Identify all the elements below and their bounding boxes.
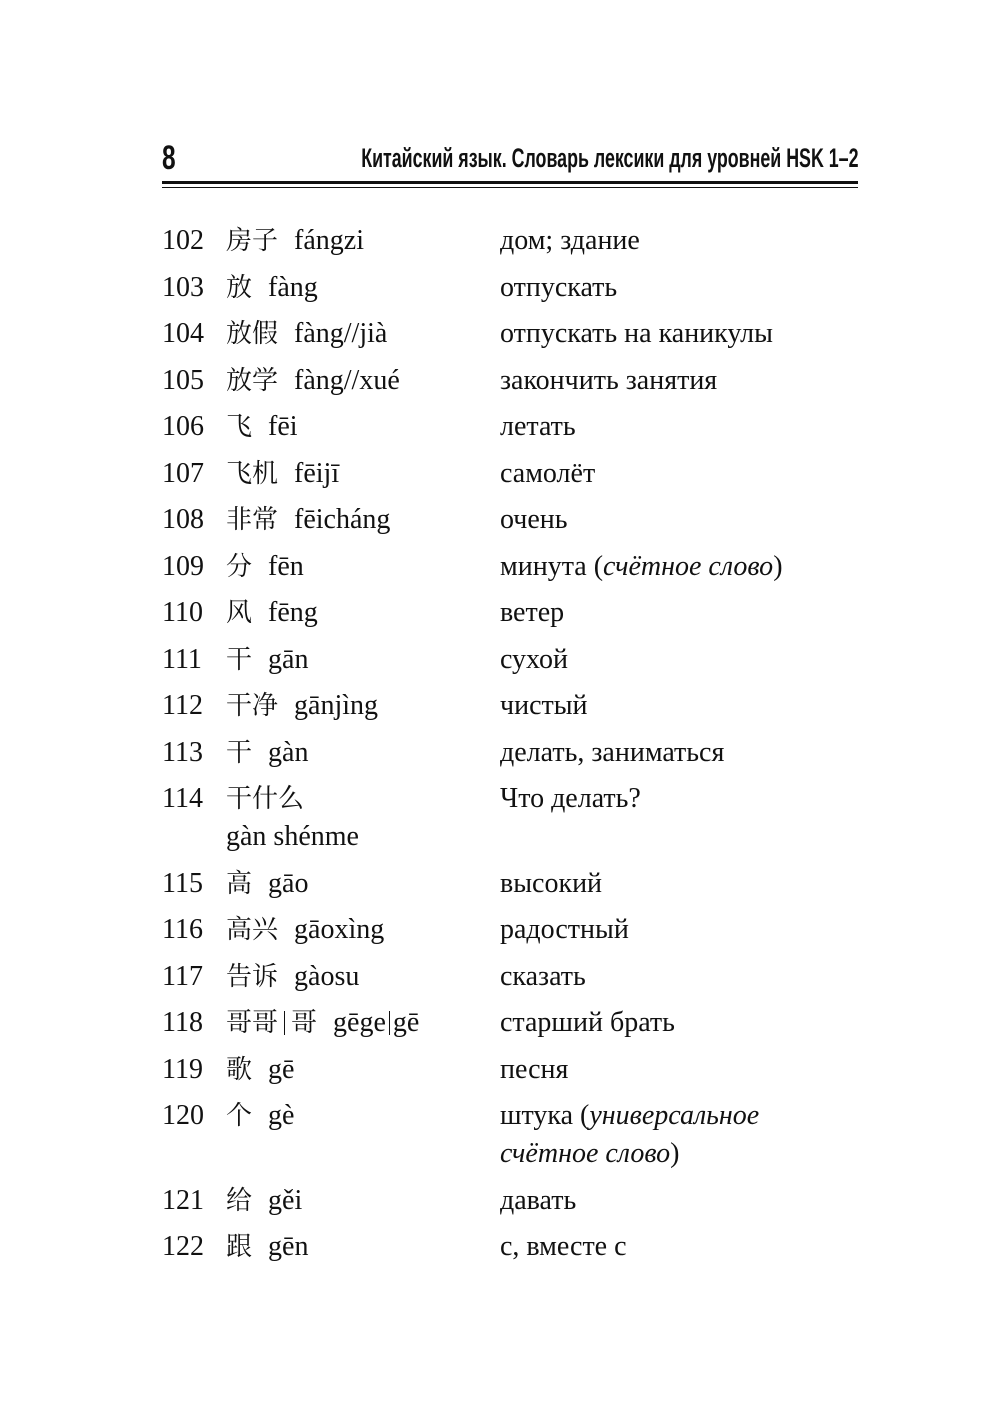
- entry-word: [226, 1182, 500, 1220]
- header-rule-thin: [162, 187, 858, 188]
- entry-pinyin-alt: gē: [392, 1007, 420, 1038]
- translation-text: минута (: [500, 550, 604, 582]
- entry-122: [162, 1228, 862, 1266]
- entry-pinyin: fàng//jià: [294, 318, 388, 349]
- entry-word: [226, 548, 500, 586]
- entry-word: [226, 1004, 500, 1042]
- entry-pinyin: gāo: [268, 867, 309, 899]
- translation-note: универсальное: [589, 1100, 760, 1131]
- entry-number: 119: [162, 1053, 203, 1085]
- entry-pinyin: gāoxìng: [294, 914, 385, 945]
- entry-114: [162, 780, 862, 856]
- entry-121: [162, 1182, 862, 1220]
- entry-hanzi: 干: [226, 644, 253, 675]
- translation-end: ): [773, 550, 783, 582]
- entry-pinyin: fángzi: [294, 225, 364, 256]
- entry-pinyin: fàng: [268, 271, 318, 303]
- entry-translation: закончить занятия: [500, 364, 718, 396]
- entry-hanzi: 干什么: [226, 784, 305, 814]
- translation-note-line2: счётное слово: [500, 1138, 671, 1169]
- entry-translation: летать: [500, 411, 576, 442]
- entry-pinyin: fēijī: [294, 457, 340, 489]
- entry-number: 117: [162, 960, 203, 992]
- entry-pinyin: gàn shénme: [226, 821, 359, 852]
- entry-translation: отпускать на каникулы: [500, 318, 773, 349]
- entry-number: 109: [162, 550, 204, 582]
- entry-translation: делать, заниматься: [500, 736, 725, 768]
- entry-translation: ветер: [500, 597, 565, 628]
- entry-105: [162, 362, 862, 400]
- entry-translation: Что делать?: [500, 783, 641, 814]
- entry-word: [226, 911, 500, 949]
- entry-number: 103: [162, 271, 204, 303]
- header-rule-thick: [162, 181, 858, 184]
- entry-hanzi: 高: [226, 868, 253, 899]
- entry-pinyin: gàn: [268, 736, 309, 768]
- entry-number: 122: [162, 1231, 204, 1262]
- entry-translation: [500, 1097, 862, 1173]
- entry-pinyin: gē: [268, 1053, 295, 1085]
- entry-hanzi: 飞: [226, 412, 253, 442]
- entry-word: [226, 958, 500, 996]
- entry-translation: высокий: [500, 867, 603, 899]
- entry-pinyin: fēicháng: [294, 504, 391, 535]
- entry-108: [162, 501, 862, 539]
- entry-hanzi-alt: 哥: [291, 1008, 318, 1038]
- entry-pinyin: gàosu: [294, 960, 360, 992]
- entry-109: [162, 548, 862, 586]
- entry-pinyin: fēi: [268, 411, 298, 442]
- entry-translation: давать: [500, 1184, 577, 1216]
- entry-hanzi: 非常: [226, 505, 279, 535]
- entry-hanzi: 干净: [226, 691, 279, 721]
- entry-word: [226, 315, 500, 353]
- entry-hanzi: 放: [226, 272, 253, 303]
- entry-word: [226, 222, 500, 260]
- entry-hanzi: 个: [226, 1101, 253, 1131]
- entry-118: [162, 1004, 862, 1042]
- vocabulary-list: [162, 222, 862, 1275]
- entry-pinyin: fēn: [268, 550, 304, 582]
- page-number: 8: [162, 139, 176, 177]
- entry-pinyin: gēn: [268, 1231, 309, 1262]
- entry-102: [162, 222, 862, 260]
- entry-113: [162, 734, 862, 772]
- entry-word: [226, 594, 500, 632]
- entry-pinyin: fēng: [268, 597, 318, 628]
- entry-word: [226, 780, 500, 856]
- entry-112: [162, 687, 862, 725]
- entry-116: [162, 911, 862, 949]
- entry-120: [162, 1097, 862, 1173]
- entry-word: [226, 408, 500, 446]
- separator-bar: [389, 1011, 390, 1035]
- entry-number: 107: [162, 457, 204, 489]
- entry-106: [162, 408, 862, 446]
- entry-hanzi: 歌: [226, 1054, 253, 1085]
- entry-number: 113: [162, 736, 203, 768]
- entry-hanzi: 分: [226, 551, 253, 582]
- entry-translation: отпускать: [500, 271, 618, 303]
- translation-note: счётное слово: [603, 550, 774, 582]
- entry-number: 118: [162, 1007, 203, 1038]
- entry-word: [226, 501, 500, 539]
- entry-111: [162, 641, 862, 679]
- entry-number: 102: [162, 225, 204, 256]
- entry-number: 116: [162, 914, 203, 945]
- entry-pinyin: gè: [268, 1100, 295, 1131]
- entry-number: 106: [162, 411, 204, 442]
- page-header: [162, 138, 858, 178]
- entry-translation: сказать: [500, 960, 586, 992]
- translation-text: штука (: [500, 1100, 590, 1131]
- entry-word: [226, 641, 500, 679]
- entry-word: [226, 1097, 500, 1173]
- entry-pinyin: gēge: [333, 1007, 386, 1038]
- entry-number: 115: [162, 867, 203, 899]
- entry-hanzi: 放学: [226, 365, 279, 396]
- entry-translation: очень: [500, 504, 568, 535]
- entry-hanzi: 房子: [226, 226, 279, 256]
- translation-end: ): [670, 1138, 680, 1169]
- entry-word: [226, 687, 500, 725]
- entry-hanzi: 干: [226, 737, 253, 768]
- entry-hanzi: 飞机: [226, 458, 279, 489]
- entry-115: [162, 865, 862, 903]
- entry-number: 121: [162, 1184, 204, 1216]
- entry-number: 104: [162, 318, 204, 349]
- entry-number: 105: [162, 364, 204, 396]
- entry-translation: песня: [500, 1053, 569, 1085]
- entry-word: [226, 734, 500, 772]
- entry-number: 112: [162, 690, 203, 721]
- entry-translation: радостный: [500, 914, 629, 945]
- entry-translation: с, вместе с: [500, 1231, 627, 1262]
- entry-pinyin: fàng//xué: [294, 364, 400, 396]
- entry-110: [162, 594, 862, 632]
- entry-119: [162, 1051, 862, 1089]
- entry-hanzi: 放假: [226, 319, 279, 349]
- entry-translation: старший брать: [500, 1007, 675, 1038]
- separator-bar: [284, 1011, 285, 1035]
- entry-word: [226, 1051, 500, 1089]
- entry-word: [226, 269, 500, 307]
- entry-number: 114: [162, 783, 203, 814]
- entry-hanzi: 高兴: [226, 915, 279, 945]
- entry-number: 108: [162, 504, 204, 535]
- entry-word: [226, 455, 500, 493]
- entry-hanzi: 哥哥: [226, 1008, 279, 1038]
- entry-translation: дом; здание: [500, 225, 640, 256]
- entry-translation: самолёт: [500, 457, 596, 489]
- entry-pinyin: gān: [268, 643, 309, 675]
- entry-translation: чистый: [500, 690, 588, 721]
- running-title: Китайский язык. Словарь лексики для уровней HSK 1–2: [360, 143, 858, 173]
- entry-word: [226, 1228, 500, 1266]
- entry-hanzi: 告诉: [226, 961, 279, 992]
- entry-pinyin: gěi: [268, 1184, 303, 1216]
- entry-104: [162, 315, 862, 353]
- entry-number: 120: [162, 1100, 204, 1131]
- entry-word: [226, 362, 500, 400]
- entry-number: 111: [162, 643, 202, 675]
- entry-word: [226, 865, 500, 903]
- entry-hanzi: 风: [226, 598, 253, 628]
- entry-117: [162, 958, 862, 996]
- entry-pinyin: gānjìng: [294, 690, 379, 721]
- entry-translation: [500, 548, 862, 586]
- entry-translation: сухой: [500, 643, 568, 675]
- entry-107: [162, 455, 862, 493]
- entry-number: 110: [162, 597, 203, 628]
- entry-hanzi: 跟: [226, 1232, 253, 1262]
- entry-103: [162, 269, 862, 307]
- entry-hanzi: 给: [226, 1185, 253, 1216]
